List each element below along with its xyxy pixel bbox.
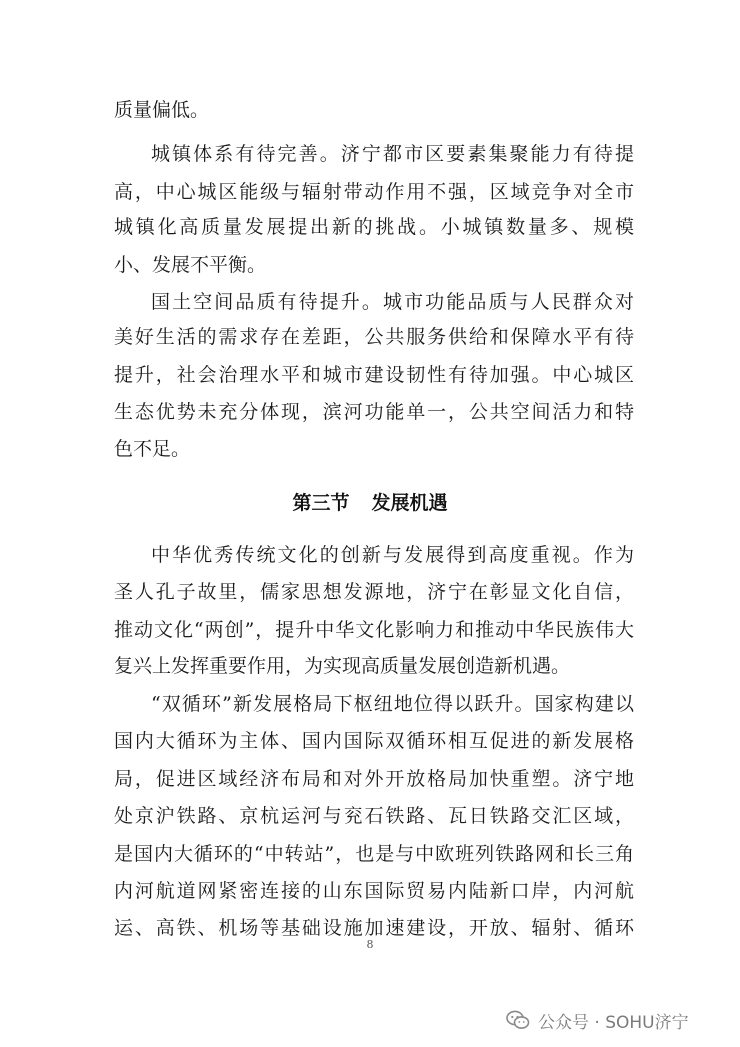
watermark-text: 公众号 · SOHU济宁 xyxy=(538,1012,689,1033)
text-line: 城镇化高质量发展提出新的挑战。小城镇数量多、规模 xyxy=(114,216,634,238)
text-line: 中华优秀传统文化的创新与发展得到高度重视。作为 xyxy=(151,544,634,566)
text-line: 推动文化“两创”，提升中华文化影响力和推动中华民族伟大 xyxy=(114,619,634,641)
text-line: 复兴上发挥重要作用，为实现高质量发展创造新机遇。 xyxy=(114,655,571,677)
wechat-icon xyxy=(506,1009,530,1031)
text-line: 国内大循环为主体、国内国际双循环相互促进的新发展格 xyxy=(114,730,634,752)
text-line: 运、高铁、机场等基础设施加速建设，开放、辐射、循环 xyxy=(114,917,634,939)
watermark xyxy=(506,1005,689,1035)
text-line: 美好生活的需求存在差距，公共服务供给和保障水平有待 xyxy=(114,326,634,348)
text-line: 色不足。 xyxy=(114,438,191,460)
text-line: 内河航道网紧密连接的山东国际贸易内陆新口岸，内河航 xyxy=(114,880,634,902)
text-line: 提升，社会治理水平和城市建设韧性有待加强。中心城区 xyxy=(114,364,634,386)
text-line: 城镇体系有待完善。济宁都市区要素集聚能力有待提 xyxy=(151,143,634,165)
page-number: 8 xyxy=(366,938,374,951)
text-line: 处京沪铁路、京杭运河与兖石铁路、瓦日铁路交汇区域， xyxy=(114,805,634,827)
text-line: 是国内大循环的“中转站”，也是与中欧班列铁路网和长三角 xyxy=(114,843,634,865)
section-heading xyxy=(0,490,740,516)
text-line: 生态优势未充分体现，滨河功能单一，公共空间活力和特 xyxy=(114,401,634,423)
text-line: 小、发展不平衡。 xyxy=(114,254,267,276)
section-title: 发展机遇 xyxy=(371,492,448,514)
text-line: “双循环”新发展格局下枢纽地位得以跃升。国家构建以 xyxy=(151,693,634,715)
text-line: 国土空间品质有待提升。城市功能品质与人民群众对 xyxy=(151,291,634,313)
section-number: 第三节 xyxy=(292,492,350,514)
text-line: 局，促进区域经济布局和对外开放格局加快重塑。济宁地 xyxy=(114,768,634,790)
text-line: 圣人孔子故里，儒家思想发源地，济宁在彰显文化自信， xyxy=(114,581,634,603)
text-line: 高，中心城区能级与辐射带动作用不强，区域竞争对全市 xyxy=(114,181,634,203)
text-line: 质量偏低。 xyxy=(114,99,210,121)
